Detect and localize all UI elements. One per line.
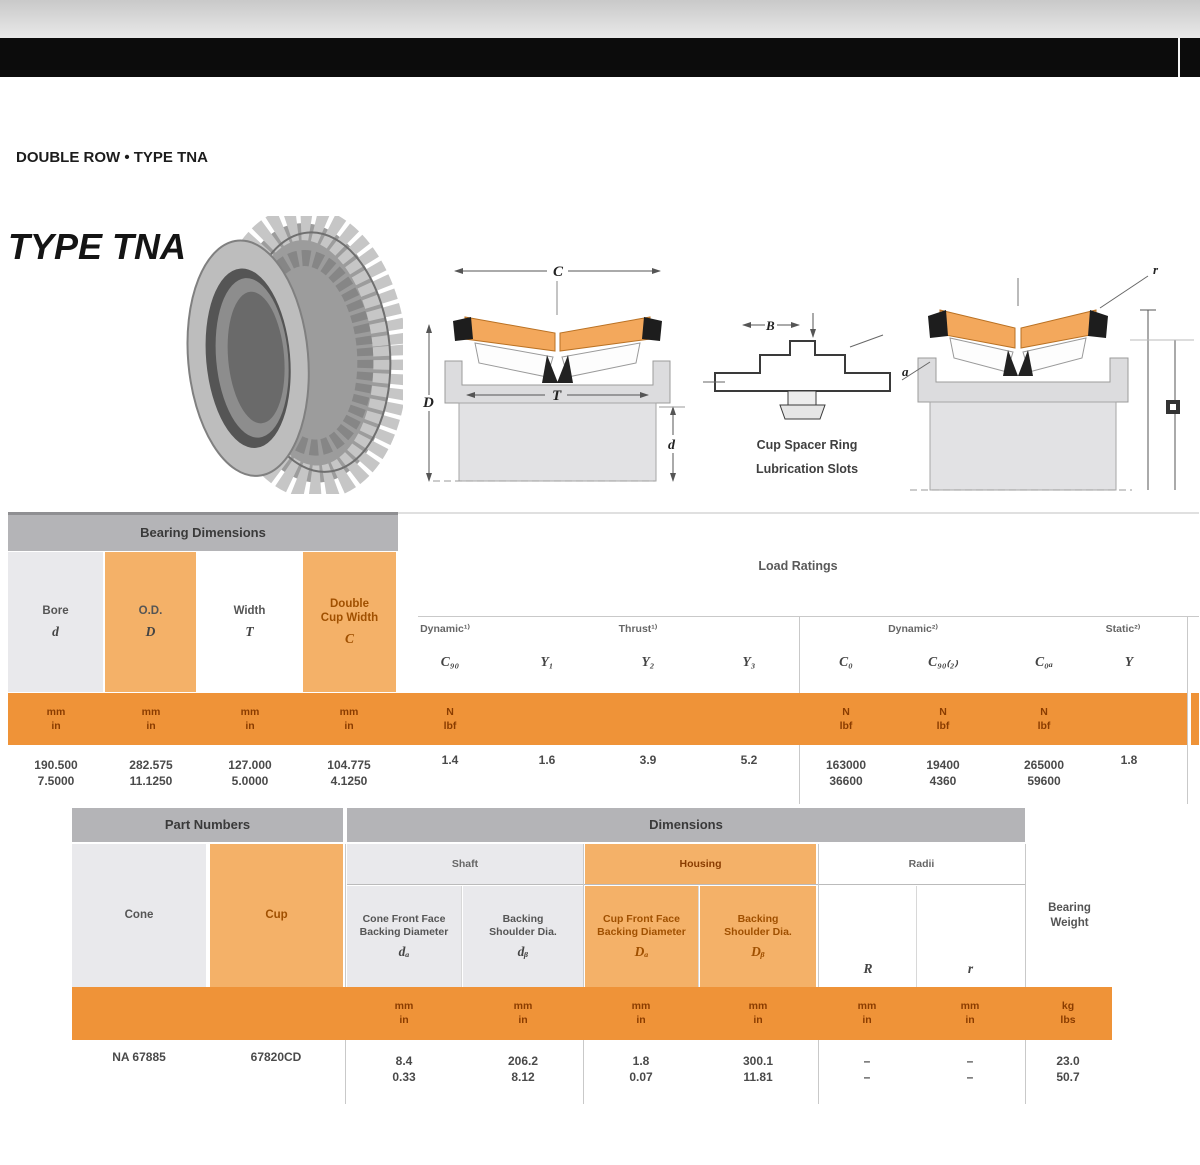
value-cup-part: 67820CD: [250, 1050, 302, 1065]
value-od: 282.575 11.1250: [129, 758, 173, 788]
bearing-photo: [168, 216, 403, 494]
value-v7: – –: [863, 1054, 871, 1084]
detail-caption-line2: Lubrication Slots: [755, 462, 859, 476]
value-v8: – –: [966, 1054, 974, 1084]
spacer-ring-detail-diagram: [695, 295, 910, 510]
dim-label-r: r: [1153, 262, 1159, 277]
unit-cup: mm in: [339, 705, 359, 732]
dim-label-a: a: [902, 364, 909, 379]
dim-label-t: T: [552, 388, 562, 404]
subgroup-dynamic-2: Dynamic²⁾: [888, 622, 938, 635]
subgroup-dynamic-1: Dynamic¹⁾: [420, 622, 470, 635]
symbol-c0a: C₀ₐ: [1035, 654, 1053, 670]
value-v5: 1.8 0.07: [629, 1054, 653, 1084]
page-title-text: TAPERED ROLLER BEARINGS: [16, 85, 435, 116]
group-header-part-numbers: Part Numbers: [72, 808, 343, 842]
col-header-cone-front-face: Cone Front Face Backing Diameter dₐ: [347, 886, 461, 987]
col-header-radius-r: r: [967, 960, 974, 976]
value-f4: 5.2: [740, 753, 758, 768]
value-f3: 3.9: [639, 753, 657, 768]
symbol-y2: Y₂: [641, 654, 655, 670]
value-cup: 104.775 4.1250: [327, 758, 371, 788]
unit-c0a: N lbf: [1037, 705, 1051, 732]
col-header-cup: Cup: [210, 844, 343, 987]
symbol-y3: Y₃: [742, 654, 756, 670]
t2-div-2: [583, 844, 584, 1104]
value-f2: 1.6: [538, 753, 556, 768]
value-weight: 23.0 50.7: [1056, 1054, 1080, 1084]
unit-width: mm in: [240, 705, 260, 732]
page-subtitle: [16, 139, 516, 177]
subgroup-housing: Housing: [585, 844, 816, 884]
unit-c90: N lbf: [443, 705, 457, 732]
group-header-load-ratings: Load Ratings: [758, 559, 838, 574]
dim-label-d-outer: D: [423, 395, 434, 411]
cross-section-diagram-2: [900, 240, 1200, 520]
col-header-radius-R: R: [863, 960, 873, 976]
symbol-c90-2row: C₉₀₍₂₎: [928, 654, 958, 670]
load-ratings-rule: [418, 616, 1199, 617]
detail-caption-line1: Cup Spacer Ring: [756, 438, 858, 452]
value-width: 127.000 5.0000: [228, 758, 272, 788]
col-header-double-cup-width: Double Cup Width C: [303, 552, 396, 692]
bearing-dimensions-table: [8, 512, 1199, 804]
value-c902: 19400 4360: [926, 758, 960, 788]
t2-div-6: [698, 886, 699, 987]
unit-bore: mm in: [46, 705, 66, 732]
t2-div-7: [916, 886, 917, 987]
page-title: [16, 62, 716, 139]
unit-c902: N lbf: [936, 705, 950, 732]
header-gray-band: [0, 0, 1200, 38]
t2-div-5: [461, 886, 462, 987]
group-header-bearing-dimensions: Bearing Dimensions: [8, 515, 398, 551]
col-header-bore: Bore d: [8, 552, 103, 692]
dim-label-c: C: [553, 264, 564, 280]
subgroup-radii: Radii: [908, 857, 935, 870]
table1-right-divider: [1187, 616, 1188, 804]
subgroup-thrust-1: Thrust¹⁾: [618, 622, 658, 635]
table1-top-rule-light: [398, 512, 1199, 514]
t2-unit-8: mm in: [960, 999, 980, 1026]
type-label: TYPE TNA: [8, 226, 187, 267]
t2-unit-3: mm in: [394, 999, 414, 1026]
units-band-sliver: [1191, 693, 1199, 745]
symbol-c90: C₉₀: [440, 654, 460, 670]
subgroup-rule: [347, 884, 1025, 885]
t2-unit-7: mm in: [857, 999, 877, 1026]
value-bore: 190.500 7.5000: [34, 758, 78, 788]
t2-unit-5: mm in: [631, 999, 651, 1026]
col-header-cone: Cone: [72, 844, 206, 987]
bearing-photo-group: [177, 216, 401, 493]
t2-unit-4: mm in: [513, 999, 533, 1026]
subgroup-static-2: Static²⁾: [1105, 622, 1141, 635]
page-subtitle-text: DOUBLE ROW • TYPE TNA: [16, 149, 208, 166]
value-v3: 8.4 0.33: [392, 1054, 416, 1084]
col-header-shaft-backing: Backing Shoulder Dia. dᵦ: [463, 886, 583, 987]
unit-od: mm in: [141, 705, 161, 732]
value-y: 1.8: [1120, 753, 1138, 768]
value-c0a: 265000 59600: [1023, 758, 1065, 788]
value-cone-part: NA 67885: [112, 1050, 166, 1065]
unit-c0: N lbf: [839, 705, 853, 732]
t2-unit-9: kg lbs: [1060, 999, 1076, 1026]
part-numbers-table: [72, 808, 1112, 1108]
value-v6: 300.1 11.81: [742, 1054, 774, 1084]
symbol-c0: C₀: [839, 654, 853, 670]
dim-label-d-bore: d: [668, 438, 675, 453]
group-header-dimensions: Dimensions: [347, 808, 1025, 842]
dim-label-b: B: [766, 318, 775, 333]
t2-div-1: [345, 844, 346, 1104]
t2-unit-6: mm in: [748, 999, 768, 1026]
value-c0: 163000 36600: [825, 758, 867, 788]
col-header-width: Width T: [198, 552, 301, 692]
col-header-housing-backing: Backing Shoulder Dia. Dᵦ: [700, 886, 816, 987]
symbol-y: Y: [1124, 654, 1134, 670]
value-f1: 1.4: [441, 753, 459, 768]
col-header-od: O.D. D: [105, 552, 196, 692]
subgroup-shaft: Shaft: [347, 844, 583, 884]
value-v4: 206.2 8.12: [507, 1054, 539, 1084]
cross-section-diagram-1: [415, 235, 700, 505]
symbol-y1: Y₁: [540, 654, 554, 670]
col-header-bearing-weight: Bearing Weight: [1048, 902, 1091, 929]
col-header-cup-front-face: Cup Front Face Backing Diameter Dₐ: [585, 886, 698, 987]
